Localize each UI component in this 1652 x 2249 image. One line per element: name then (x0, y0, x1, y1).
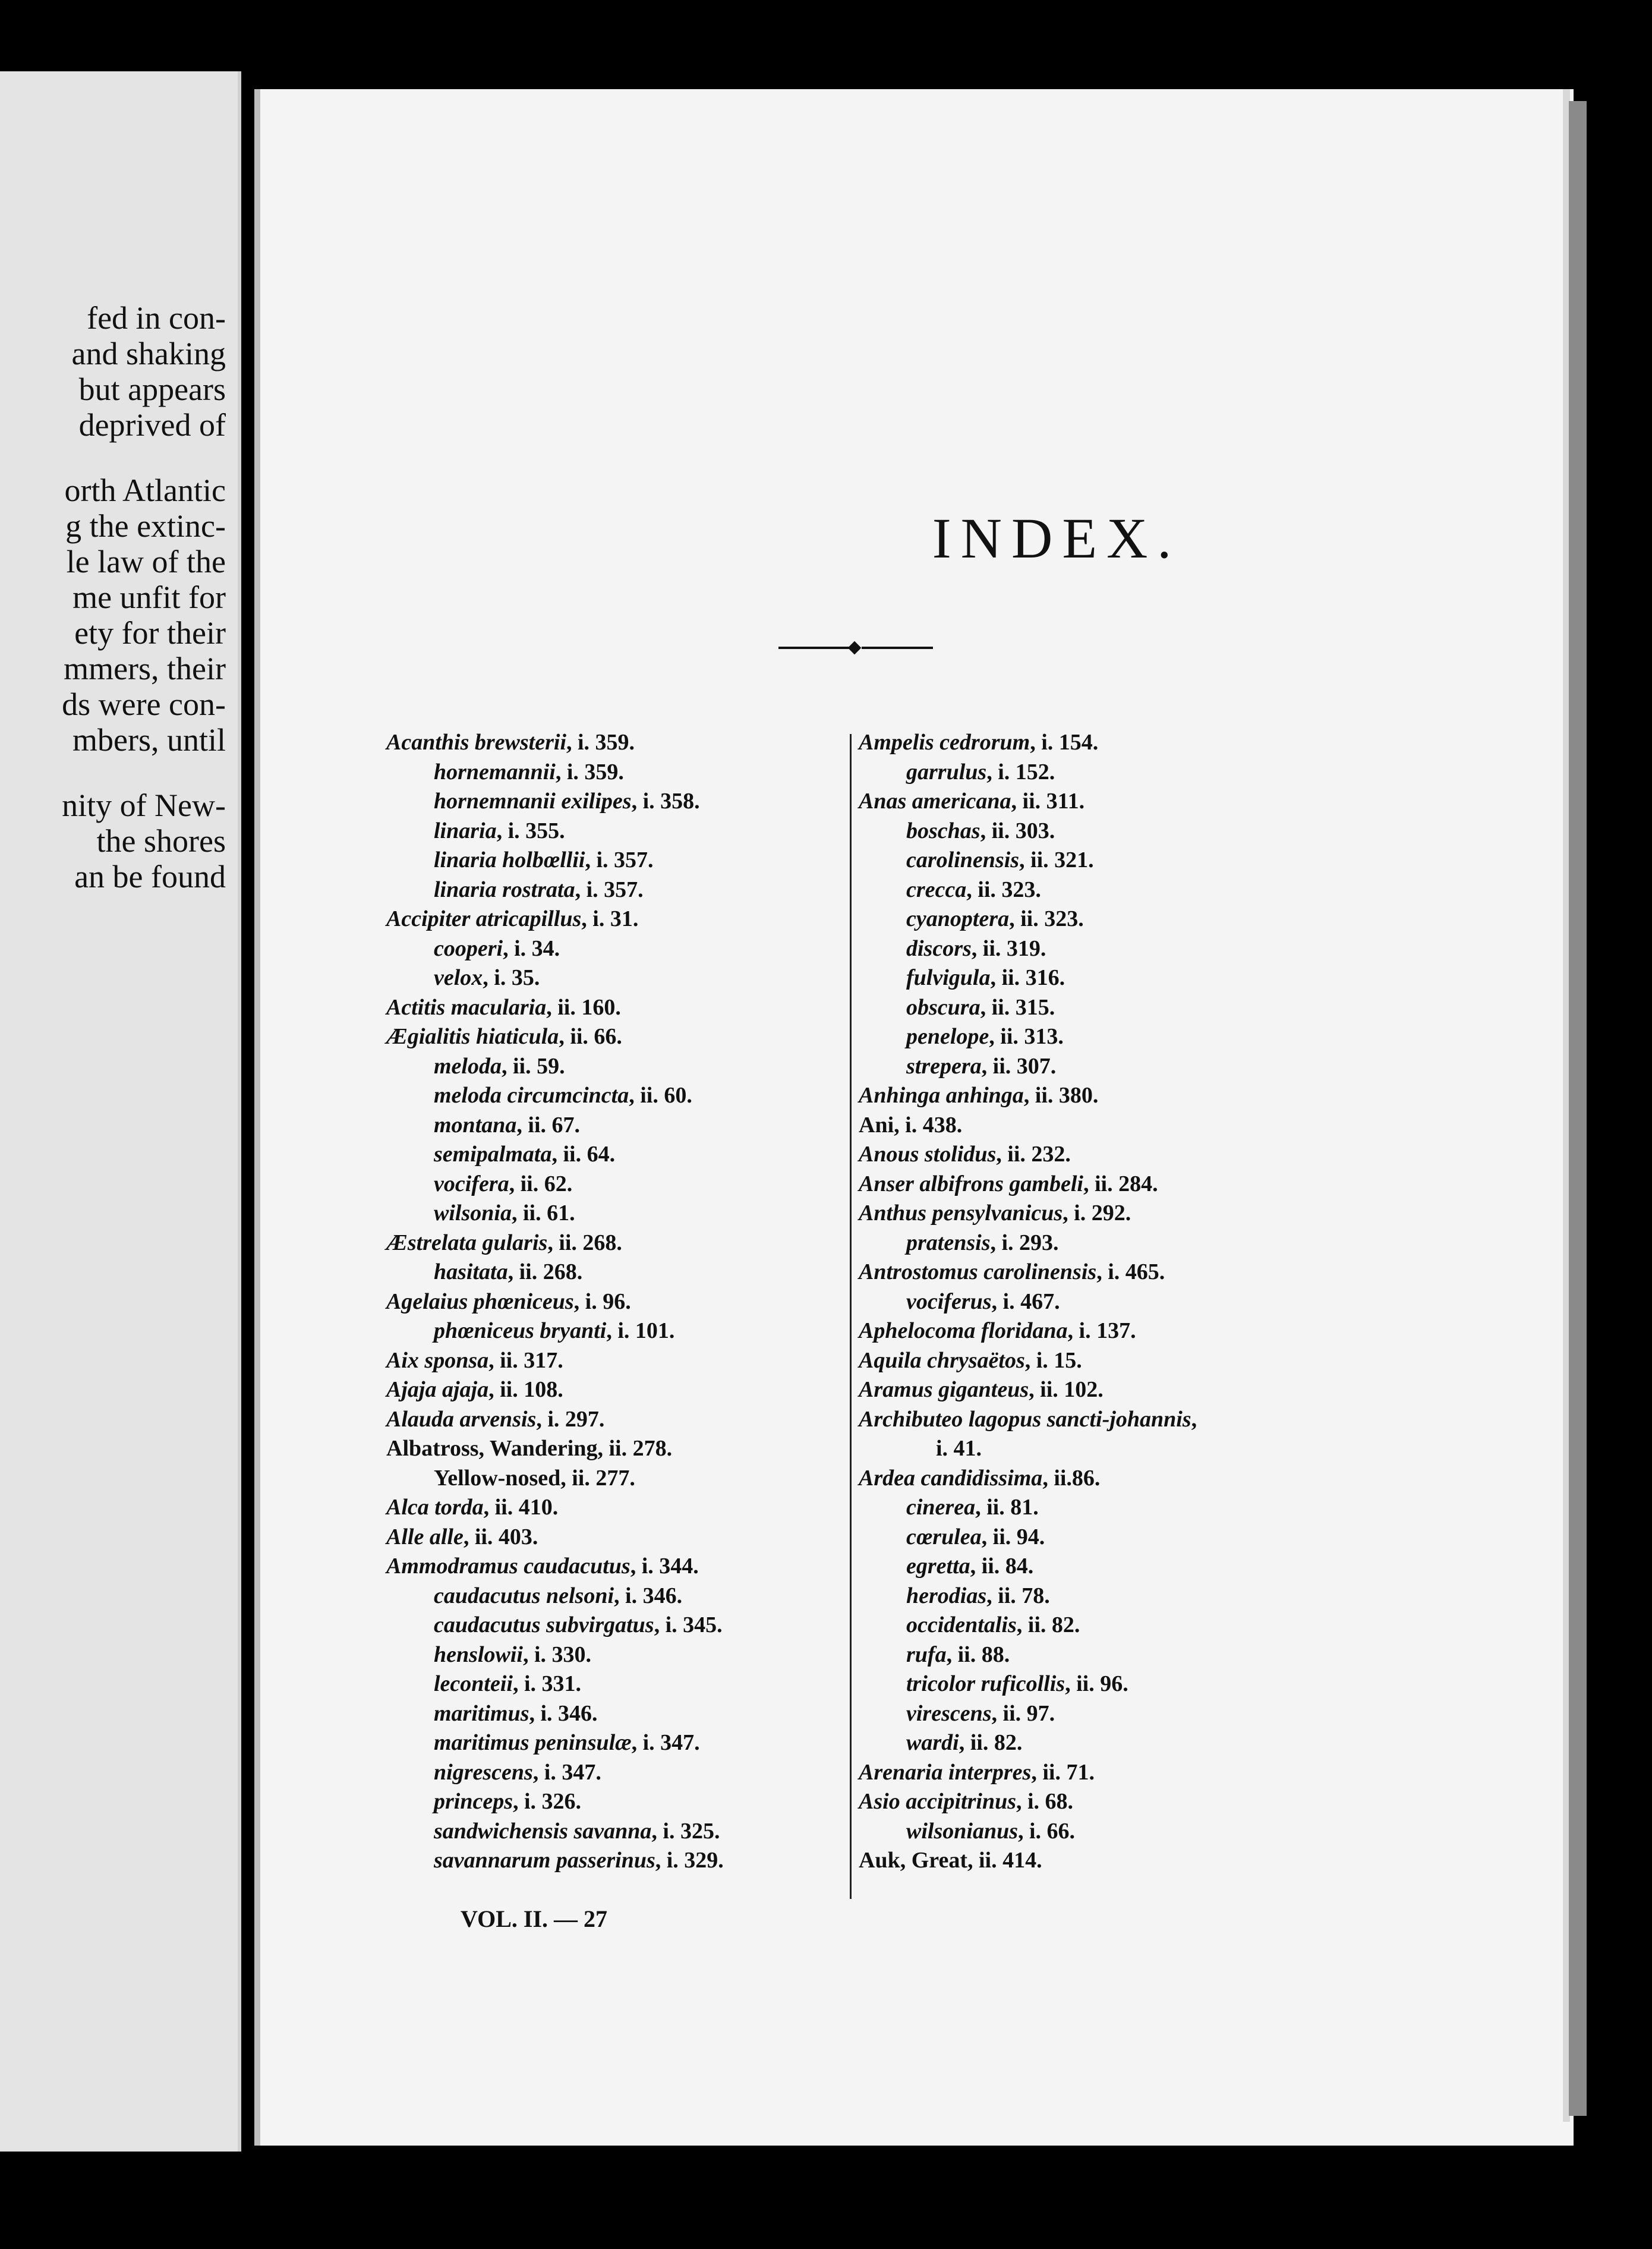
entry-reference: , i. 329. (655, 1848, 724, 1873)
index-entry (386, 1081, 724, 1111)
index-entry (859, 1728, 1197, 1758)
left-page-line: mbers, until (72, 722, 226, 758)
entry-reference: , ii. 268. (507, 1259, 583, 1284)
entry-reference: , ii. 108. (488, 1377, 563, 1402)
entry-reference: , i. 346. (614, 1583, 683, 1608)
entry-name: Ægialitis hiaticula (386, 1024, 559, 1049)
entry-name: boschas (906, 818, 981, 843)
entry-name: Anser albifrons gambeli (859, 1171, 1083, 1196)
entry-reference: , ii. 307. (981, 1053, 1057, 1079)
entry-reference: , i. 355. (496, 818, 565, 843)
entry-name: Yellow-nosed (434, 1465, 561, 1491)
book-edge (1569, 101, 1587, 2116)
index-entry (859, 1552, 1197, 1582)
entry-name: Aphelocoma floridana (859, 1318, 1068, 1343)
entry-reference: , ii. 96. (1065, 1671, 1128, 1696)
index-entry (386, 1258, 724, 1287)
entry-reference: , ii. 316. (990, 965, 1065, 990)
entry-name: Alca torda (386, 1495, 484, 1520)
entry-reference: , i. 359. (566, 730, 635, 755)
entry-name: linaria holbœllii (434, 848, 585, 872)
entry-name: Anthus pensylvanicus (859, 1201, 1063, 1226)
index-entry (386, 1817, 724, 1847)
index-entry (386, 1552, 724, 1582)
index-entry (386, 1140, 724, 1170)
entry-name: hornemannii (434, 759, 556, 785)
index-entry (386, 787, 724, 817)
entry-name: leconteii (434, 1671, 513, 1696)
entry-reference: , i. 330. (522, 1642, 592, 1667)
index-entry (859, 846, 1197, 875)
entry-name: obscura (906, 994, 981, 1020)
index-entry (386, 1287, 724, 1317)
entry-reference: , i. 325. (651, 1818, 720, 1844)
entry-reference: , ii. 71. (1031, 1759, 1095, 1785)
index-entry (859, 905, 1197, 934)
entry-reference: , ii. 102. (1029, 1377, 1104, 1402)
entry-reference: , (1191, 1406, 1197, 1432)
entry-name: tricolor ruficollis (906, 1671, 1065, 1696)
entry-name: cinerea (906, 1495, 976, 1520)
entry-name: Ajaja ajaja (386, 1377, 489, 1402)
entry-name: velox (434, 965, 483, 990)
entry-reference: , i. 344. (630, 1554, 699, 1579)
left-page-line: but appears (78, 371, 226, 407)
entry-reference: , ii. 319. (971, 935, 1046, 961)
entry-reference: , ii. 82. (959, 1730, 1023, 1755)
index-entry (859, 1787, 1197, 1817)
entry-reference: , i. 326. (513, 1789, 582, 1814)
index-entry (859, 1111, 1197, 1141)
entry-name: vociferus (906, 1289, 992, 1314)
entry-name: Anous stolidus (859, 1142, 997, 1167)
entry-name: hornemnanii exilipes (434, 789, 632, 814)
left-page-line: nity of New- (62, 788, 226, 823)
entry-reference: , i. 467. (991, 1289, 1060, 1314)
column-divider (850, 734, 852, 1899)
entry-name: phœniceus bryanti (434, 1318, 607, 1343)
entry-name: montana (434, 1112, 517, 1138)
entry-reference: , i. 101. (606, 1318, 675, 1343)
entry-reference: , ii. 380. (1023, 1083, 1099, 1108)
entry-reference: , i. 96. (573, 1289, 631, 1314)
index-entry (859, 1640, 1197, 1670)
entry-reference: , ii. 303. (980, 818, 1055, 843)
entry-name: Aix sponsa (386, 1347, 489, 1373)
entry-name: Anhinga anhinga (859, 1083, 1024, 1108)
entry-reference: , i. 34. (503, 935, 560, 961)
left-page-line: ds were con- (62, 686, 226, 722)
left-page-line: fed in con- (87, 300, 226, 336)
index-entry (386, 1699, 724, 1729)
entry-reference: , i. 358. (631, 789, 700, 814)
entry-reference: , ii. 284. (1083, 1171, 1158, 1196)
index-entry (386, 846, 724, 875)
index-entry (386, 1728, 724, 1758)
entry-reference: , ii. 64. (551, 1142, 616, 1167)
entry-reference: , ii. 311. (1011, 789, 1085, 814)
entry-name: wardi (906, 1730, 959, 1755)
index-entry (386, 875, 724, 905)
index-entry (859, 934, 1197, 964)
index-entry (859, 1375, 1197, 1405)
left-page-line: le law of the (66, 544, 226, 579)
entry-reference: , i. 345. (654, 1612, 723, 1637)
entry-reference: , ii. 160. (546, 994, 621, 1020)
signature-mark: VOL. II. — 27 (461, 1905, 608, 1932)
index-entry (859, 1434, 1197, 1464)
index-entry (859, 1758, 1197, 1788)
entry-name: Ardea candidissima (859, 1465, 1043, 1491)
entry-reference: , ii. 82. (1016, 1612, 1080, 1637)
index-entry (386, 1170, 724, 1199)
entry-name: Aquila chrysaëtos (859, 1347, 1025, 1373)
entry-reference: , i. 331. (512, 1671, 582, 1696)
index-entry (859, 963, 1197, 993)
entry-name: penelope (906, 1024, 989, 1049)
entry-reference: , i. 357. (575, 877, 644, 902)
index-entry (859, 728, 1197, 758)
entry-reference: , i. 357. (585, 848, 654, 872)
entry-name: carolinensis (906, 848, 1020, 872)
entry-name: caudacutus subvirgatus (434, 1612, 654, 1637)
entry-name: crecca (906, 877, 967, 902)
index-column-right (859, 728, 1197, 1876)
entry-name: cyanoptera (906, 906, 1010, 931)
index-entry (386, 1316, 724, 1346)
entry-name: Archibuteo lagopus sancti-johannis (859, 1406, 1191, 1432)
entry-name: Anas americana (859, 789, 1011, 814)
index-entry (859, 1081, 1197, 1111)
page-title: INDEX. (932, 506, 1181, 570)
entry-reference: , ii. 84. (970, 1554, 1034, 1579)
entry-name: Ani (859, 1112, 894, 1138)
entry-name: Arenaria interpres (859, 1759, 1032, 1785)
index-entry (859, 817, 1197, 846)
entry-name: pratensis (906, 1230, 991, 1255)
entry-name: meloda circumcincta (434, 1083, 629, 1108)
index-entry (859, 1258, 1197, 1287)
index-entry (859, 1699, 1197, 1729)
index-entry (859, 1523, 1197, 1552)
index-entry (386, 1434, 724, 1464)
entry-reference: , i. 35. (483, 965, 540, 990)
index-entry (859, 1405, 1197, 1435)
left-page-line: orth Atlantic (64, 473, 226, 508)
entry-reference: , i. 137. (1067, 1318, 1136, 1343)
entry-reference: , ii. 94. (981, 1524, 1045, 1549)
index-entry (386, 905, 724, 934)
entry-name: virescens (906, 1700, 992, 1726)
entry-name: strepera (906, 1053, 982, 1079)
entry-reference: , ii. 313. (989, 1024, 1064, 1049)
entry-name: meloda (434, 1053, 502, 1079)
index-entry (386, 963, 724, 993)
title-ornament (778, 642, 933, 654)
entry-name: semipalmata (434, 1142, 552, 1167)
entry-name: Aramus giganteus (859, 1377, 1029, 1402)
left-page-line: mmers, their (64, 651, 226, 686)
index-entry (386, 1405, 724, 1435)
entry-reference: , ii. 317. (488, 1347, 563, 1373)
entry-name: maritimus (434, 1700, 529, 1726)
entry-reference: , i. 152. (986, 759, 1055, 785)
entry-reference: , ii. 315. (980, 994, 1055, 1020)
entry-name: Alle alle (386, 1524, 464, 1549)
entry-name: herodias (906, 1583, 987, 1608)
entry-reference: , ii. 97. (991, 1700, 1055, 1726)
entry-name: linaria (434, 818, 497, 843)
index-entry (386, 1022, 724, 1052)
entry-reference: , ii. 61. (511, 1201, 575, 1226)
entry-name: Ammodramus caudacutus (386, 1554, 630, 1579)
left-page-line: me unfit for (72, 579, 226, 615)
entry-name: fulvigula (906, 965, 991, 990)
entry-reference: , i. 292. (1063, 1201, 1131, 1226)
entry-reference: , ii. 62. (509, 1171, 573, 1196)
index-entry (386, 1199, 724, 1229)
entry-reference: , ii. 323. (1009, 906, 1084, 931)
index-entry (859, 1817, 1197, 1847)
entry-name: Agelaius phœniceus (386, 1289, 574, 1314)
entry-reference: , i. 15. (1024, 1347, 1082, 1373)
index-entry (859, 1493, 1197, 1523)
index-entry (859, 993, 1197, 1023)
entry-reference: , ii. 78. (986, 1583, 1050, 1608)
entry-reference: , ii. 268. (547, 1230, 622, 1255)
entry-name: garrulus (906, 759, 987, 785)
entry-reference: , ii. 60. (629, 1083, 692, 1108)
index-entry (859, 1611, 1197, 1640)
index-entry (386, 1493, 724, 1523)
index-entry (386, 1111, 724, 1141)
index-entry (859, 1170, 1197, 1199)
entry-reference: , i. 347. (631, 1730, 700, 1755)
entry-reference: , i. 31. (581, 906, 639, 931)
entry-name: Alauda arvensis (386, 1406, 537, 1432)
entry-reference: , ii. 277. (560, 1465, 635, 1491)
index-entry (859, 1464, 1197, 1494)
entry-name: vocifera (434, 1171, 509, 1196)
entry-reference: , ii. 414. (967, 1848, 1042, 1873)
index-entry (386, 1787, 724, 1817)
index-entry (386, 1846, 724, 1876)
left-page-line: an be found (74, 859, 226, 894)
entry-reference: , ii. 410. (483, 1495, 559, 1520)
entry-reference: , i. 66. (1018, 1818, 1076, 1844)
entry-reference: , ii. 321. (1019, 848, 1094, 872)
index-entry (386, 1375, 724, 1405)
index-entry (859, 758, 1197, 788)
index-entry (859, 1052, 1197, 1082)
entry-name: egretta (906, 1554, 970, 1579)
entry-reference: , i. 68. (1016, 1789, 1074, 1814)
index-entry (386, 1758, 724, 1788)
entry-reference: , i. 465. (1096, 1259, 1165, 1284)
entry-name: maritimus peninsulæ (434, 1730, 632, 1755)
entry-name: savannarum passerinus (434, 1848, 655, 1873)
index-entry (386, 1523, 724, 1552)
entry-name: wilsonianus (906, 1818, 1018, 1844)
left-page-line: g the extinc- (65, 508, 226, 544)
entry-name: hasitata (434, 1259, 508, 1284)
entry-reference: , i. 359. (555, 759, 624, 785)
index-entry (386, 1640, 724, 1670)
entry-name: Antrostomus carolinensis (859, 1259, 1097, 1284)
entry-name: Actitis macularia (386, 994, 547, 1020)
entry-name: cœrulea (906, 1524, 982, 1549)
index-entry (859, 1316, 1197, 1346)
index-entry (386, 1052, 724, 1082)
entry-reference: i. 41. (936, 1436, 982, 1461)
index-column-left (386, 728, 724, 1876)
entry-name: Accipiter atricapillus (386, 906, 582, 931)
entry-name: henslowii (434, 1642, 523, 1667)
entry-reference: , i. 438. (894, 1112, 963, 1138)
index-entry (386, 758, 724, 788)
entry-reference: , ii. 81. (975, 1495, 1039, 1520)
index-entry (386, 1611, 724, 1640)
entry-name: Asio accipitrinus (859, 1789, 1016, 1814)
index-entry (859, 1346, 1197, 1376)
entry-name: discors (906, 935, 972, 961)
index-entry (386, 1346, 724, 1376)
entry-reference: , i. 297. (536, 1406, 605, 1432)
entry-reference: , ii. 67. (516, 1112, 581, 1138)
entry-name: Auk, Great (859, 1848, 967, 1873)
index-entry (386, 993, 724, 1023)
entry-reference: , i. 154. (1030, 730, 1099, 755)
index-entry (386, 817, 724, 846)
entry-name: linaria rostrata (434, 877, 575, 902)
entry-reference: , ii. 232. (996, 1142, 1071, 1167)
entry-name: rufa (906, 1642, 947, 1667)
entry-name: nigrescens (434, 1759, 533, 1785)
left-page-line: deprived of (78, 407, 226, 443)
index-entry (386, 1582, 724, 1611)
index-entry (859, 1582, 1197, 1611)
index-entry (859, 787, 1197, 817)
index-entry (859, 875, 1197, 905)
entry-reference: , ii. 278. (597, 1436, 673, 1461)
entry-name: Æstrelata gularis (386, 1230, 548, 1255)
index-entry (859, 1022, 1197, 1052)
index-entry (859, 1229, 1197, 1258)
left-page-line: ety for their (74, 615, 226, 651)
entry-reference: , ii. 403. (463, 1524, 538, 1549)
entry-name: Albatross, Wandering (386, 1436, 598, 1461)
entry-name: Ampelis cedrorum (859, 730, 1030, 755)
index-entry (386, 728, 724, 758)
left-page-line: the shores (96, 823, 226, 859)
entry-name: cooperi (434, 935, 503, 961)
entry-name: sandwichensis savanna (434, 1818, 652, 1844)
entry-reference: , i. 346. (529, 1700, 598, 1726)
index-entry (386, 1670, 724, 1699)
index-entry (859, 1140, 1197, 1170)
left-page-fragment (0, 71, 241, 2152)
entry-name: princeps (434, 1789, 513, 1814)
left-page-line: and shaking (71, 336, 226, 371)
entry-reference: , i. 347. (532, 1759, 601, 1785)
entry-reference: , ii. 323. (966, 877, 1041, 902)
entry-name: Acanthis brewsterii (386, 730, 566, 755)
entry-reference: , ii.86. (1042, 1465, 1101, 1491)
entry-reference: , i. 293. (990, 1230, 1059, 1255)
index-entry (859, 1287, 1197, 1317)
index-entry (859, 1670, 1197, 1699)
entry-reference: , ii. 66. (559, 1024, 622, 1049)
entry-name: occidentalis (906, 1612, 1017, 1637)
index-entry (386, 1464, 724, 1494)
entry-name: wilsonia (434, 1201, 512, 1226)
index-entry (859, 1846, 1197, 1876)
entry-name: caudacutus nelsoni (434, 1583, 614, 1608)
entry-reference: , ii. 59. (501, 1053, 565, 1079)
index-entry (386, 1229, 724, 1258)
index-entry (386, 934, 724, 964)
entry-reference: , ii. 88. (946, 1642, 1010, 1667)
index-entry (859, 1199, 1197, 1229)
